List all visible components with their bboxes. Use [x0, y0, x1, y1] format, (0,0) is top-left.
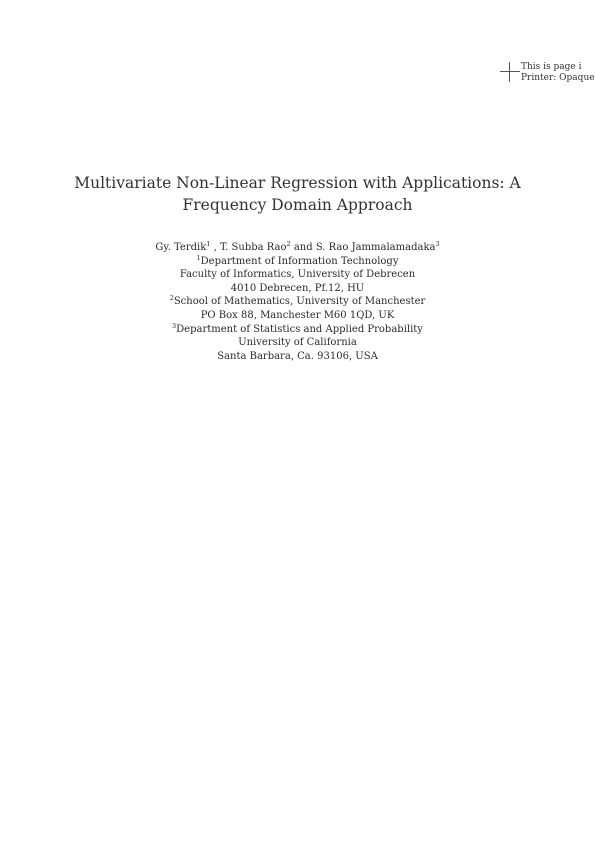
author-mark-1: 1 [206, 240, 211, 248]
affiliation-1-line-1 [0, 255, 595, 269]
affiliation-1-line-3: 4010 Debrecen, Pf.12, HU [230, 282, 365, 294]
crop-mark-horizontal-line [500, 71, 520, 72]
crop-mark [500, 62, 520, 82]
author-mark-3: 3 [435, 240, 440, 248]
affiliation-1-line-2: Faculty of Informatics, University of Debrecen [179, 269, 416, 281]
affiliation-2-line-2: PO Box 88, Manchester M60 1QD, UK [200, 309, 395, 321]
affiliation-mark-2: 2 [169, 294, 174, 303]
affiliation-3-line-1 [0, 323, 595, 337]
author-name-2: , T. Subba Rao [213, 242, 287, 253]
affiliation-3-line-2: University of California [238, 337, 357, 349]
affiliation-2-line-1 [0, 295, 595, 309]
affiliation-mark-1: 1 [196, 253, 201, 262]
printer-label: Printer: Opaque [521, 73, 595, 83]
author-name-3: and S. Rao Jammalamadaka [290, 242, 436, 253]
paper-title [0, 172, 595, 216]
page-info [521, 62, 595, 84]
title-line-2: Frequency Domain Approach [182, 196, 413, 214]
author-block [0, 241, 595, 363]
author-mark-2: 2 [286, 240, 291, 248]
affiliation-2-department: School of Mathematics, University of Manchester [173, 296, 426, 308]
author-list [0, 241, 595, 255]
crop-mark-vertical-line [509, 62, 510, 82]
title-line-1: Multivariate Non-Linear Regression with Applications: A [74, 174, 521, 192]
affiliation-3-line-3: Santa Barbara, Ca. 93106, USA [217, 350, 378, 362]
affiliation-3-department: Department of Statistics and Applied Probability [176, 323, 423, 335]
page-label: This is page i [521, 62, 582, 72]
affiliation-1-department: Department of Information Technology [200, 255, 399, 267]
author-name-1: Gy. Terdik [155, 242, 207, 253]
affiliation-mark-3: 3 [172, 321, 177, 330]
